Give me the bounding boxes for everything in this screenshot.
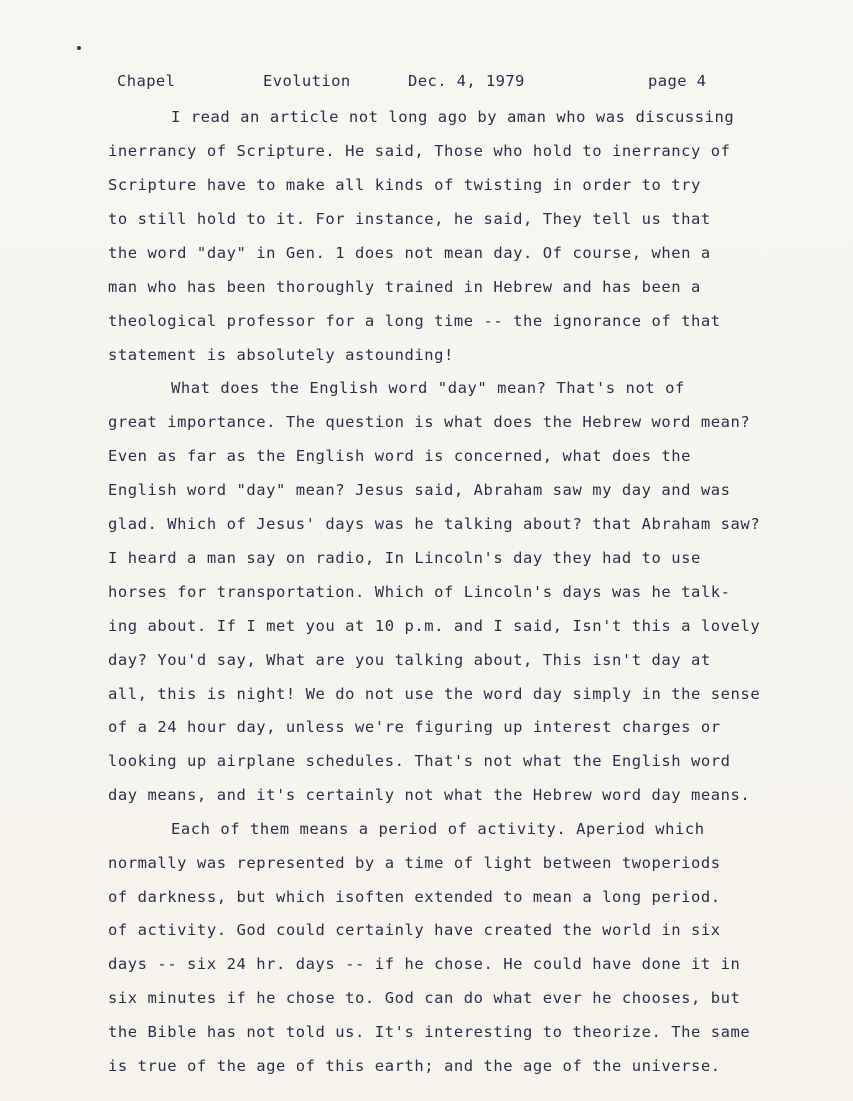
header-date: Dec. 4, 1979 [408,72,525,90]
text-line: theological professor for a long time -- the ignorance of that [108,312,721,330]
text-line: ing about. If I met you at 10 p.m. and I said, Isn't this a lovely [108,617,761,635]
text-line: the word "day" in Gen. 1 does not mean day. Of course, when a [108,244,711,262]
text-line: looking up airplane schedules. That's not what the English word [108,752,731,770]
text-line: Each of them means a period of activity. Aperiod which [171,820,705,838]
header-title: Evolution [263,72,351,90]
page-header [117,72,777,96]
text-line: glad. Which of Jesus' days was he talking about? that Abraham saw? [108,515,761,533]
text-line: normally was represented by a time of light between twoperiods [108,854,721,872]
header-chapel: Chapel [117,72,176,90]
text-line: of darkness, but which isoften extended to mean a long period. [108,888,721,906]
text-line: inerrancy of Scripture. He said, Those who hold to inerrancy of [108,142,731,160]
text-line: I read an article not long ago by aman who was discussing [171,108,735,126]
margin-mark [77,46,81,50]
text-line: is true of the age of this earth; and the age of the universe. [108,1057,721,1075]
text-line: statement is absolutely astounding! [108,346,454,364]
text-line: all, this is night! We do not use the word day simply in the sense [108,685,761,703]
text-line: the Bible has not told us. It's interesting to theorize. The same [108,1023,751,1041]
text-line: six minutes if he chose to. God can do what ever he chooses, but [108,989,741,1007]
text-line: day means, and it's certainly not what the Hebrew word day means. [108,786,751,804]
text-line: to still hold to it. For instance, he said, They tell us that [108,210,711,228]
text-line: Even as far as the English word is concerned, what does the [108,447,692,465]
header-page-number: page 4 [648,72,707,90]
text-line: day? You'd say, What are you talking about, This isn't day at [108,651,711,669]
text-line: horses for transportation. Which of Lincoln's days was he talk- [108,583,731,601]
text-line: of a 24 hour day, unless we're figuring up interest charges or [108,718,721,736]
text-line: days -- six 24 hr. days -- if he chose. He could have done it in [108,955,741,973]
text-line: I heard a man say on radio, In Lincoln's day they had to use [108,549,701,567]
text-line: Scripture have to make all kinds of twisting in order to try [108,176,701,194]
text-line: of activity. God could certainly have created the world in six [108,921,721,939]
text-line: great importance. The question is what does the Hebrew word mean? [108,413,751,431]
text-line: English word "day" mean? Jesus said, Abraham saw my day and was [108,481,731,499]
text-line: man who has been thoroughly trained in Hebrew and has been a [108,278,701,296]
text-line: What does the English word "day" mean? That's not of [171,379,685,397]
